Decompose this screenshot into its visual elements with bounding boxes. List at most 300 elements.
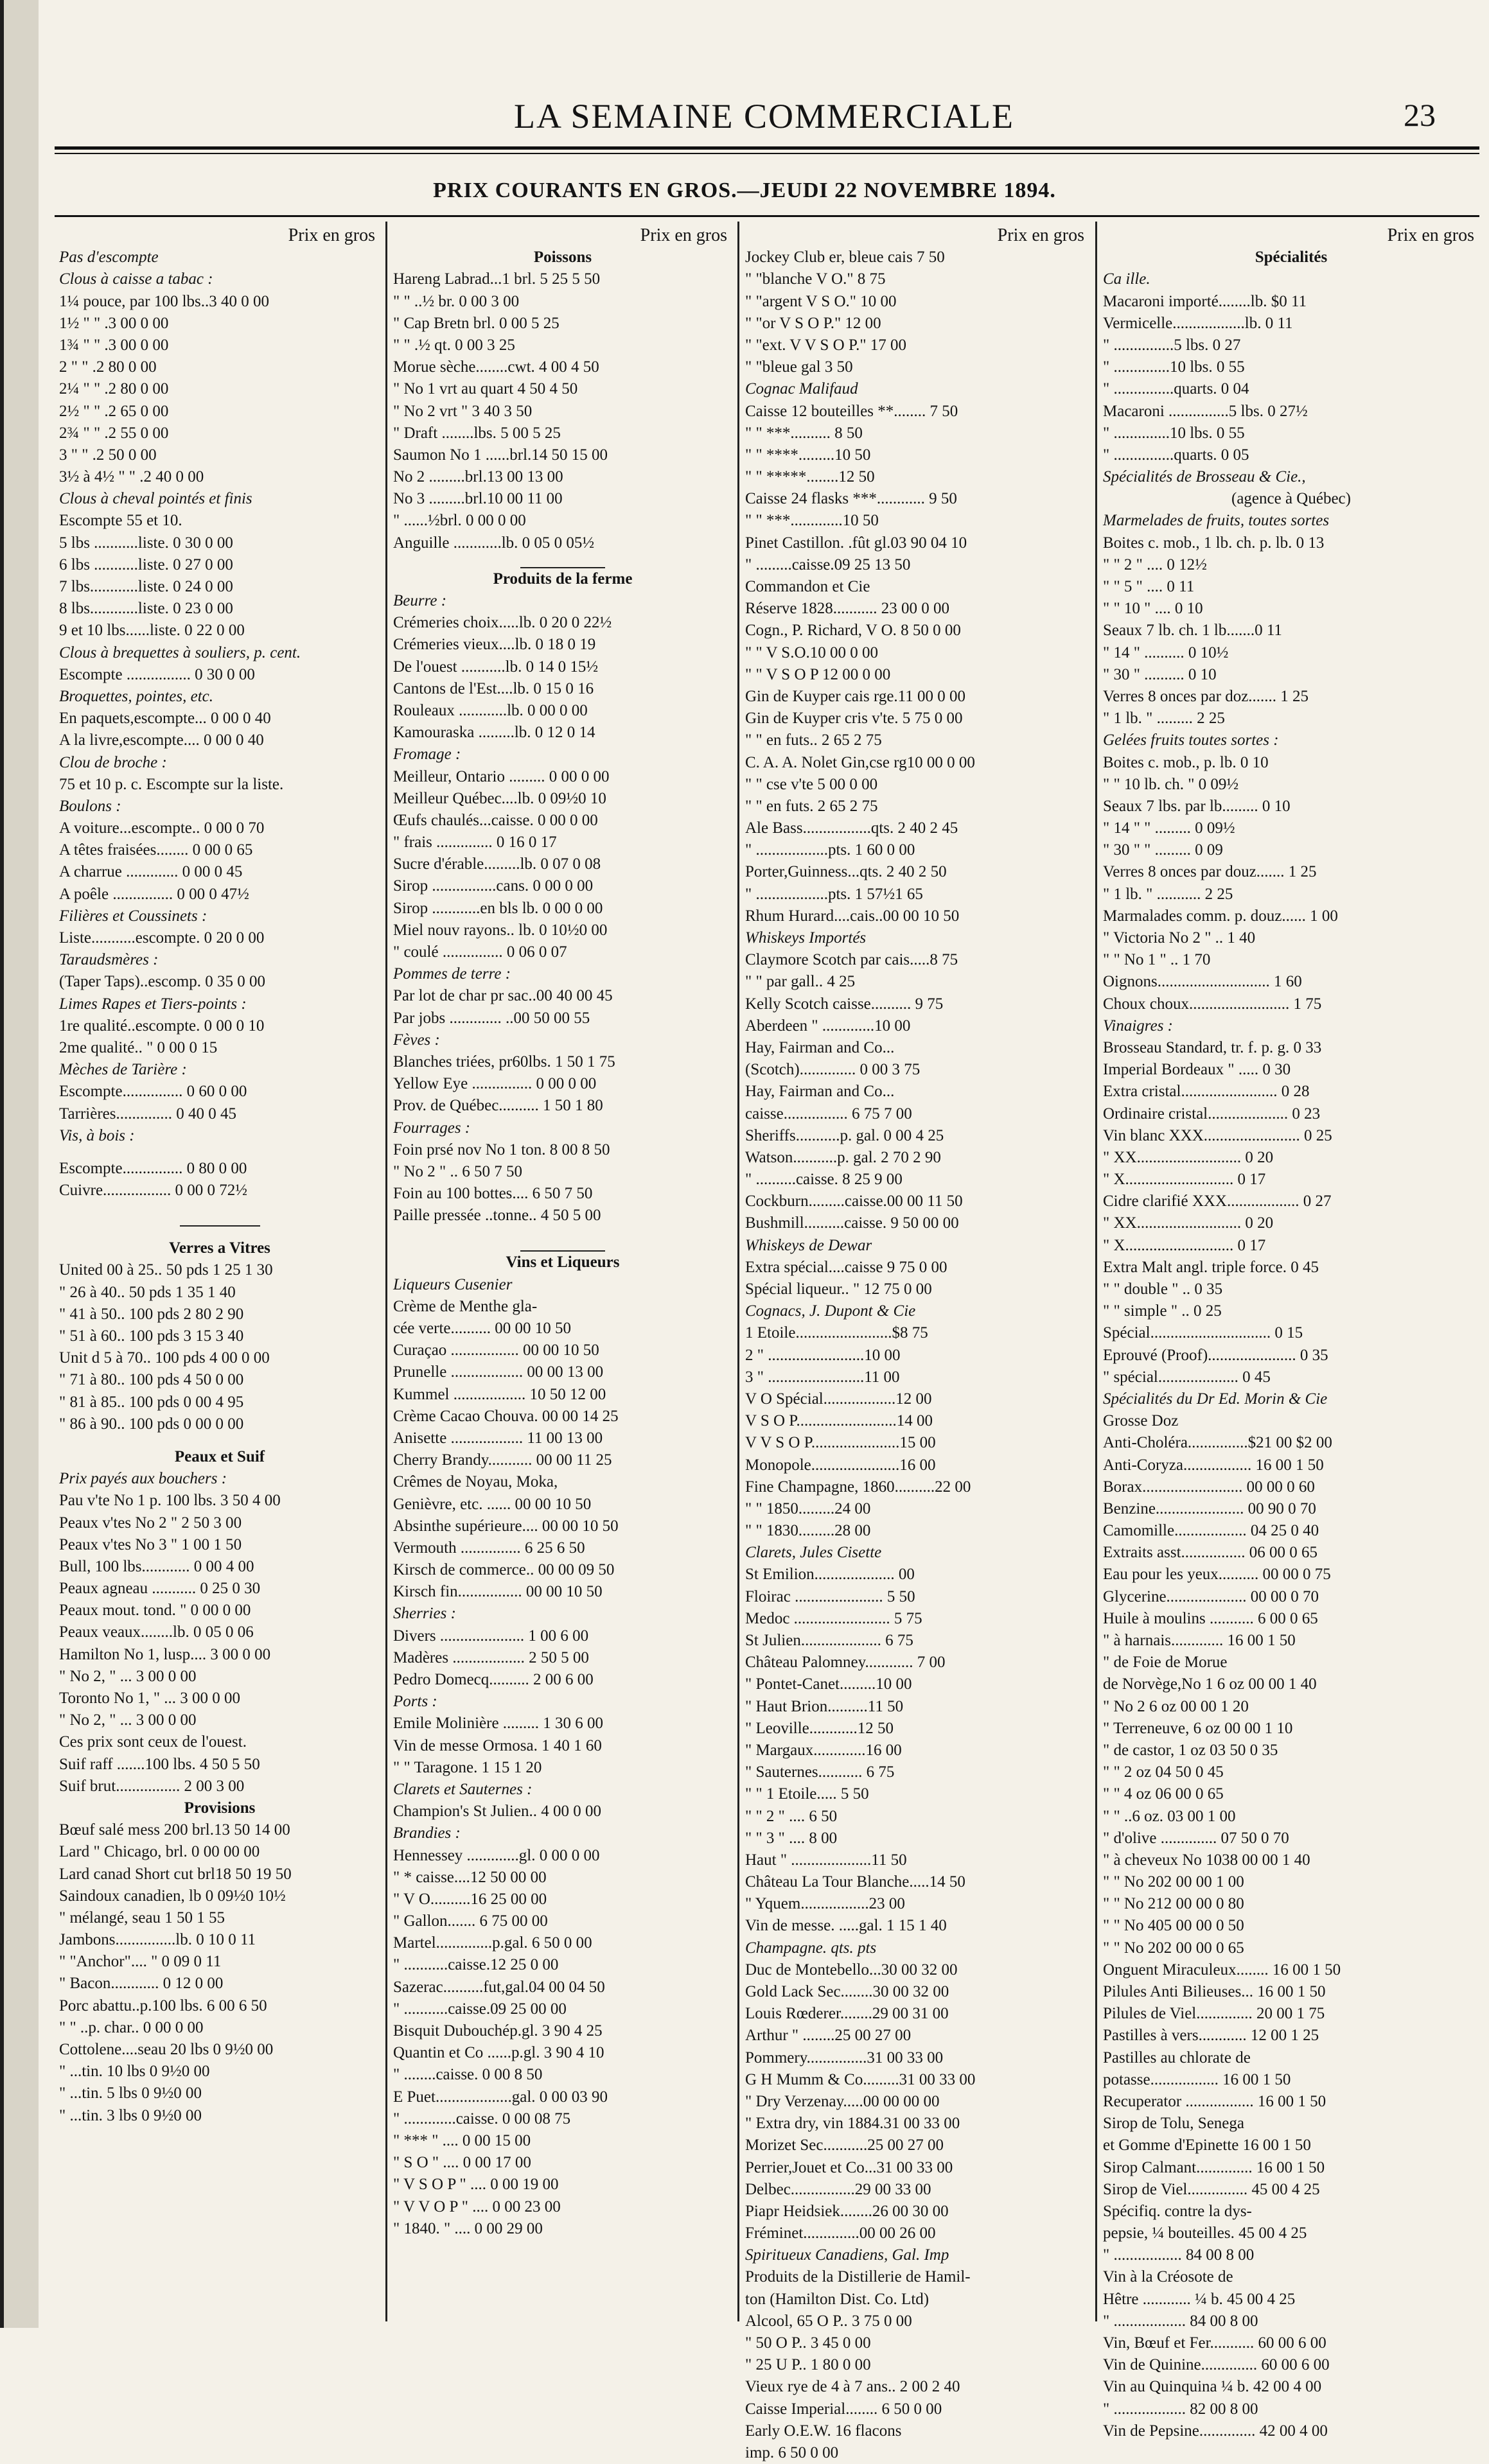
price-line: Prunelle .................. 00 00 13 00 xyxy=(393,1363,604,1381)
price-line: Anti-Coryza................. 16 00 1 50 xyxy=(1103,1456,1324,1474)
price-line: Commandon et Cie xyxy=(745,578,870,595)
price-line: " " ***.............10 50 xyxy=(745,512,879,530)
subsection-heading: Beurre : xyxy=(393,592,447,609)
subsection-heading: Ports : xyxy=(393,1693,437,1711)
price-line: " Gallon....... 6 75 00 00 xyxy=(393,1912,548,1930)
price-line: " Draft ........lbs. 5 00 5 25 xyxy=(393,424,561,442)
price-line: " " 1830.........28 00 xyxy=(745,1522,871,1540)
price-line: Kirsch fin................ 00 00 10 50 xyxy=(393,1583,603,1601)
price-line: " Yquem.................23 00 xyxy=(745,1895,905,1913)
price-line: Morizet Sec...........25 00 27 00 xyxy=(745,2136,944,2154)
price-line: " " ..½ br. 0 00 3 00 xyxy=(393,292,520,310)
price-line: Pilules Anti Bilieuses... 16 00 1 50 xyxy=(1103,1983,1326,2000)
subsection-heading: Fourrages : xyxy=(393,1119,471,1137)
price-line: Genièvre, etc. ...... 00 00 10 50 xyxy=(393,1495,592,1513)
price-line: " S O " .... 0 00 17 00 xyxy=(393,2154,531,2172)
price-line: 2 " ........................10 00 xyxy=(745,1346,901,1364)
price-line: A poêle ............... 0 00 0 47½ xyxy=(59,885,249,903)
price-line: Saumon No 1 ......brl.14 50 15 00 xyxy=(393,446,608,464)
price-line: " No 2, " ... 3 00 0 00 xyxy=(59,1711,197,1729)
price-line: " " ****.........10 50 xyxy=(745,446,871,464)
divider xyxy=(59,1147,380,1158)
price-line: de Norvège,No 1 6 oz 00 00 1 40 xyxy=(1103,1675,1317,1693)
price-line: Peaux v'tes No 2 " 2 50 3 00 xyxy=(59,1514,242,1532)
price-line: Emile Molinière ......... 1 30 6 00 xyxy=(393,1715,604,1733)
price-line: Anguille ............lb. 0 05 0 05½ xyxy=(393,534,595,552)
price-line: " Terreneuve, 6 oz 00 00 1 10 xyxy=(1103,1719,1293,1737)
price-line: Escompte............... 0 60 0 00 xyxy=(59,1083,247,1101)
price-line: Sirop ................cans. 0 00 0 00 xyxy=(393,877,594,895)
price-line: Château Palomney............ 7 00 xyxy=(745,1654,946,1672)
price-line: Escompte............... 0 80 0 00 xyxy=(59,1159,247,1177)
subsection-heading: Prix payés aux bouchers : xyxy=(59,1470,227,1488)
price-line: Eprouvé (Proof)...................... 0 35 xyxy=(1103,1346,1328,1364)
price-line: " "argent V S O." 10 00 xyxy=(745,292,897,310)
price-line: Prov. de Québec.......... 1 50 1 80 xyxy=(393,1097,603,1115)
subsection-heading: Broquettes, pointes, etc. xyxy=(59,687,213,705)
price-line: Lard canad Short cut brl18 50 19 50 xyxy=(59,1865,292,1883)
price-line: " V O..........16 25 00 00 xyxy=(393,1890,547,1908)
price-line: Pilules de Viel.............. 20 00 1 75 xyxy=(1103,2005,1325,2023)
price-line: Kummel .................. 10 50 12 00 xyxy=(393,1385,606,1403)
price-line: 1¾ " " .3 00 0 00 xyxy=(59,336,169,354)
price-line: " " en futs. 2 65 2 75 xyxy=(745,797,878,815)
section-heading: Spécialités xyxy=(1255,249,1328,266)
subsection-heading: Pas d'escompte xyxy=(59,249,159,266)
divider xyxy=(393,1227,732,1237)
price-line: Spécial.............................. 0 15 xyxy=(1103,1324,1303,1342)
price-line: 5 lbs ...........liste. 0 30 0 00 xyxy=(59,534,233,552)
price-line: 3½ à 4½ " " .2 40 0 00 xyxy=(59,468,204,486)
price-line: Vin, Bœuf et Fer........... 60 00 6 00 xyxy=(1103,2334,1326,2352)
price-line: A voiture...escompte.. 0 00 0 70 xyxy=(59,819,265,837)
price-line: Hay, Fairman and Co... xyxy=(745,1038,895,1056)
price-line: Vin à la Créosote de xyxy=(1103,2268,1233,2286)
subhead-rule xyxy=(55,215,1479,217)
price-line: Meilleur Québec....lb. 0 09½0 10 xyxy=(393,789,606,807)
price-line: " .................. 82 00 8 00 xyxy=(1103,2400,1258,2418)
price-line: " " 10 lb. ch. " 0 09½ xyxy=(1103,775,1239,793)
price-line: Bull, 100 lbs............ 0 00 4 00 xyxy=(59,1557,254,1575)
price-line: " Victoria No 2 " .. 1 40 xyxy=(1103,929,1256,947)
divider xyxy=(180,1212,260,1227)
price-line: et Gomme d'Epinette 16 00 1 50 xyxy=(1103,2136,1311,2154)
subsection-heading: Filières et Coussinets : xyxy=(59,907,207,925)
price-line: " ..........caisse. 8 25 9 00 xyxy=(745,1171,903,1189)
price-line: " " 1850.........24 00 xyxy=(745,1499,871,1517)
price-line: imp. 6 50 0 00 xyxy=(745,2443,839,2461)
price-line: " 51 à 60.. 100 pds 3 15 3 40 xyxy=(59,1327,244,1345)
price-line: " .............caisse. 0 00 08 75 xyxy=(393,2110,571,2128)
price-line: Boites c. mob., 1 lb. ch. p. lb. 0 13 xyxy=(1103,534,1325,552)
price-line: Ces prix sont ceux de l'ouest. xyxy=(59,1733,247,1751)
column-price-header: Prix en gros xyxy=(997,225,1084,245)
price-line: " " 4 oz 06 00 0 65 xyxy=(1103,1785,1224,1803)
price-line: Piapr Heidsiek........26 00 30 00 xyxy=(745,2202,949,2220)
price-line: " ..............10 lbs. 0 55 xyxy=(1103,424,1245,442)
price-line: Crème Cacao Chouva. 00 00 14 25 xyxy=(393,1407,619,1425)
price-line: " " cse v'te 5 00 0 00 xyxy=(745,775,878,793)
price-line: Hareng Labrad...1 brl. 5 25 5 50 xyxy=(393,270,601,288)
price-line: " "Anchor".... " 0 09 0 11 xyxy=(59,1953,222,1971)
section-heading: Vins et Liqueurs xyxy=(506,1254,620,1271)
price-line: Cogn., P. Richard, V O. 8 50 0 00 xyxy=(745,622,961,640)
price-line: Tarrières.............. 0 40 0 45 xyxy=(59,1105,236,1123)
price-line: " ...........caisse.09 25 00 00 xyxy=(393,2000,567,2018)
subsection-heading: Brandies : xyxy=(393,1824,461,1842)
price-line: Peaux mout. tond. " 0 00 0 00 xyxy=(59,1602,251,1620)
price-line: Vieux rye de 4 à 7 ans.. 2 00 2 40 xyxy=(745,2378,960,2396)
price-line: " " 2 oz 04 50 0 45 xyxy=(1103,1763,1224,1781)
price-line: Ale Bass.................qts. 2 40 2 45 xyxy=(745,819,958,837)
price-line: " " No 405 00 00 0 50 xyxy=(1103,1917,1244,1935)
price-line: No 2 .........brl.13 00 13 00 xyxy=(393,468,563,486)
price-line: " V V O P " .... 0 00 23 00 xyxy=(393,2198,561,2215)
price-column-1 xyxy=(59,225,380,2318)
price-line: Bœuf salé mess 200 brl.13 50 14 00 xyxy=(59,1821,290,1839)
price-line: 1 Etoile........................$8 75 xyxy=(745,1324,928,1342)
price-line: " ...tin. 3 lbs 0 9½0 00 xyxy=(59,2106,202,2124)
price-line: Spécial liqueur.. " 12 75 0 00 xyxy=(745,1280,932,1298)
price-line: V O Spécial..................12 00 xyxy=(745,1390,932,1408)
price-line: " 1 lb. " ......... 2 25 xyxy=(1103,710,1225,728)
price-line: " X........................... 0 17 xyxy=(1103,1236,1266,1254)
price-line: 2¾ " " .2 55 0 00 xyxy=(59,424,169,442)
price-line: " à harnais............. 16 00 1 50 xyxy=(1103,1632,1296,1649)
price-line: 1½ " " .3 00 0 00 xyxy=(59,314,169,332)
subsection-heading: Sherries : xyxy=(393,1605,456,1623)
top-rule xyxy=(55,146,1479,150)
price-line: Suif raff .......100 lbs. 4 50 5 50 xyxy=(59,1755,260,1773)
column-price-header: Prix en gros xyxy=(1387,225,1474,245)
subsection-heading: Pommes de terre : xyxy=(393,965,511,983)
price-line: " V S O P " .... 0 00 19 00 xyxy=(393,2176,559,2194)
subsection-heading: Clou de broche : xyxy=(59,753,167,771)
price-line: " "or V S O P." 12 00 xyxy=(745,314,881,332)
subsection-heading: Champagne. qts. pts xyxy=(745,1939,877,1957)
price-line: Morue sèche........cwt. 4 00 4 50 xyxy=(393,358,599,376)
subsection-heading: Liqueurs Cusenier xyxy=(393,1275,513,1293)
price-line: Onguent Miraculeux........ 16 00 1 50 xyxy=(1103,1961,1341,1979)
price-line: " No 2 6 oz 00 00 1 20 xyxy=(1103,1697,1249,1715)
price-line: Fine Champagne, 1860..........22 00 xyxy=(745,1478,971,1496)
price-line: C. A. A. Nolet Gin,cse rg10 00 0 00 xyxy=(745,753,975,771)
subsection-heading: Spécialités du Dr Ed. Morin & Cie xyxy=(1103,1390,1328,1408)
price-line: Œufs chaulés...caisse. 0 00 0 00 xyxy=(393,811,598,829)
price-line: " mélangé, seau 1 50 1 55 xyxy=(59,1909,225,1927)
price-line: (Taper Taps)..escomp. 0 35 0 00 xyxy=(59,973,265,991)
price-line: Escompte ................ 0 30 0 00 xyxy=(59,665,255,683)
subsection-heading: Spiritueux Canadiens, Gal. Imp xyxy=(745,2246,949,2264)
price-line: Choux choux......................... 1 75 xyxy=(1103,995,1322,1013)
subsection-heading: Taraudsmères : xyxy=(59,951,159,969)
price-line: Sirop de Viel............... 45 00 4 25 xyxy=(1103,2180,1320,2198)
price-line: " " double " .. 0 35 xyxy=(1103,1280,1223,1298)
price-line: Arthur " ........25 00 27 00 xyxy=(745,2027,912,2045)
price-line: Peaux agneau ........... 0 25 0 30 xyxy=(59,1580,261,1598)
price-line: " ...............quarts. 0 04 xyxy=(1103,380,1249,398)
price-line: Sirop ............en bls lb. 0 00 0 00 xyxy=(393,899,603,917)
price-line: Fréminet..............00 00 26 00 xyxy=(745,2224,936,2242)
price-line: Pastilles à vers............ 12 00 1 25 xyxy=(1103,2027,1319,2045)
subsection-heading: Clarets et Sauternes : xyxy=(393,1780,533,1798)
price-line: Recuperator ................. 16 00 1 50 xyxy=(1103,2092,1326,2110)
price-line: " ........caisse. 0 00 8 50 xyxy=(393,2066,543,2084)
price-line: Macaroni ...............5 lbs. 0 27½ xyxy=(1103,402,1308,420)
price-line: Château La Tour Blanche.....14 50 xyxy=(745,1873,965,1891)
price-line: " 30 " .......... 0 10 xyxy=(1103,665,1217,683)
price-line: 1re qualité..escompte. 0 00 0 10 xyxy=(59,1017,265,1035)
subsection-heading: Boulons : xyxy=(59,797,121,815)
price-line: Madères .................. 2 50 5 00 xyxy=(393,1648,589,1666)
price-line: 2me qualité.. " 0 00 0 15 xyxy=(59,1038,218,1056)
price-line: 6 lbs ...........liste. 0 27 0 00 xyxy=(59,555,233,573)
price-line: " XX.......................... 0 20 xyxy=(1103,1148,1274,1166)
column-price-header: Prix en gros xyxy=(288,225,375,245)
subsection-heading: Clarets, Jules Cisette xyxy=(745,1544,882,1562)
price-line: Extra cristal........................ 0 28 xyxy=(1103,1083,1310,1101)
price-line: " 30 " " ......... 0 09 xyxy=(1103,841,1223,859)
price-line: A charrue ............. 0 00 0 45 xyxy=(59,863,243,881)
price-line: Lard " Chicago, brl. 0 00 00 00 xyxy=(59,1843,260,1861)
price-line: Anti-Choléra...............$21 00 $2 00 xyxy=(1103,1434,1332,1452)
price-line: Sucre d'érable.........lb. 0 07 0 08 xyxy=(393,855,601,873)
price-line: " 71 à 80.. 100 pds 4 50 0 00 xyxy=(59,1371,244,1389)
subsection-heading: Whiskeys Importés xyxy=(745,929,867,947)
price-line: " Bacon............ 0 12 0 00 xyxy=(59,1975,224,1993)
divider xyxy=(59,1201,380,1212)
price-line: Verres 8 onces par douz....... 1 25 xyxy=(1103,863,1317,881)
price-line: Kelly Scotch caisse.......... 9 75 xyxy=(745,995,944,1013)
price-line: Eau pour les yeux.......... 00 00 0 75 xyxy=(1103,1566,1331,1584)
price-line: Louis Rœderer........29 00 31 00 xyxy=(745,2005,949,2023)
price-line: Peaux v'tes No 3 " 1 00 1 50 xyxy=(59,1535,242,1553)
price-line: Kirsch de commerce.. 00 00 09 50 xyxy=(393,1561,615,1579)
price-line: cée verte.......... 00 00 10 50 xyxy=(393,1320,572,1337)
price-line: V S O P.........................14 00 xyxy=(745,1412,933,1430)
price-line: " Sauternes........... 6 75 xyxy=(745,1763,895,1781)
price-line: " *** " .... 0 00 15 00 xyxy=(393,2131,531,2149)
price-line: " ...........caisse.12 25 0 00 xyxy=(393,1956,559,1974)
price-line: E Puet...................gal. 0 00 03 90 xyxy=(393,2088,608,2106)
price-line: En paquets,escompte... 0 00 0 40 xyxy=(59,710,271,728)
price-column-2 xyxy=(393,225,732,2318)
price-line: Vin de Pepsine.............. 42 00 4 00 xyxy=(1103,2422,1328,2440)
price-line: Produits de la Distillerie de Hamil- xyxy=(745,2268,971,2286)
price-line: Rhum Hurard....cais..00 00 10 50 xyxy=(745,907,960,925)
price-line: 75 et 10 p. c. Escompte sur la liste. xyxy=(59,775,284,793)
price-line: " "ext. V V S O P." 17 00 xyxy=(745,336,907,354)
price-line: " No 2 " .. 6 50 7 50 xyxy=(393,1162,522,1180)
price-line: Caisse Imperial........ 6 50 0 00 xyxy=(745,2400,942,2418)
price-line: " 14 " .......... 0 10½ xyxy=(1103,643,1229,661)
price-line: " ...............5 lbs. 0 27 xyxy=(1103,336,1241,354)
price-line: Rouleaux ............lb. 0 00 0 00 xyxy=(393,701,588,719)
price-line: Marmalades comm. p. douz...... 1 00 xyxy=(1103,907,1338,925)
column-divider xyxy=(1095,222,1097,2321)
price-line: " " V S.O.10 00 0 00 xyxy=(745,643,879,661)
price-line: Extra spécial....caisse 9 75 0 00 xyxy=(745,1258,947,1276)
price-line: " ...tin. 5 lbs 0 9½0 00 xyxy=(59,2084,202,2102)
price-line: " No 2 vrt " 3 40 3 50 xyxy=(393,402,533,420)
price-line: " ................. 84 00 8 00 xyxy=(1103,2246,1255,2264)
subsection-heading: Clous à brequettes à souliers, p. cent. xyxy=(59,643,301,661)
price-line: Caisse 24 flasks ***............ 9 50 xyxy=(745,490,957,508)
price-line: 3 " " .2 50 0 00 xyxy=(59,446,157,464)
price-line: Suif brut................ 2 00 3 00 xyxy=(59,1777,245,1795)
price-line: " "blanche V O." 8 75 xyxy=(745,270,886,288)
price-line: Vin de messe Ormosa. 1 40 1 60 xyxy=(393,1736,602,1754)
price-line: Yellow Eye ............... 0 00 0 00 xyxy=(393,1075,597,1093)
price-line: " " 2 " .... 0 12½ xyxy=(1103,555,1207,573)
price-line: Monopole......................16 00 xyxy=(745,1456,936,1474)
price-line: Extraits asst................ 06 00 0 65 xyxy=(1103,1544,1318,1562)
price-line: " 1840. " .... 0 00 29 00 xyxy=(393,2219,543,2237)
price-line: " " *****........12 50 xyxy=(745,468,875,486)
price-line: Gold Lack Sec........30 00 32 00 xyxy=(745,1983,949,2000)
price-line: Extra Malt angl. triple force. 0 45 xyxy=(1103,1258,1319,1276)
price-line: " de Foie de Morue xyxy=(1103,1654,1228,1672)
price-line: Meilleur, Ontario ......... 0 00 0 00 xyxy=(393,767,610,785)
price-line: Verres 8 onces par doz....... 1 25 xyxy=(1103,687,1309,705)
price-line: Floirac ...................... 5 50 xyxy=(745,1587,915,1605)
price-line: " ...tin. 10 lbs 0 9½0 00 xyxy=(59,2063,210,2081)
price-line: Vin blanc XXX........................ 0 25 xyxy=(1103,1126,1332,1144)
price-line: " " .½ qt. 0 00 3 25 xyxy=(393,336,515,354)
price-line: " XX.......................... 0 20 xyxy=(1103,1214,1274,1232)
price-line: " .................. 84 00 8 00 xyxy=(1103,2312,1258,2330)
price-line: Cockburn.........caisse.00 00 11 50 xyxy=(745,1193,963,1210)
price-line: Blanches triées, pr60lbs. 1 50 1 75 xyxy=(393,1053,615,1070)
price-line: Delbec................29 00 33 00 xyxy=(745,2180,931,2198)
price-line: " spécial.................... 0 45 xyxy=(1103,1368,1271,1386)
price-line: Pau v'te No 1 p. 100 lbs. 3 50 4 00 xyxy=(59,1492,281,1510)
price-line: 8 lbs............liste. 0 23 0 00 xyxy=(59,600,233,618)
price-column-3 xyxy=(745,225,1089,2461)
section-heading: Verres a Vitres xyxy=(169,1239,270,1257)
price-line: " Extra dry, vin 1884.31 00 33 00 xyxy=(745,2115,960,2133)
price-line: Grosse Doz xyxy=(1103,1412,1179,1430)
price-line: " de castor, 1 oz 03 50 0 35 xyxy=(1103,1741,1278,1759)
subsection-heading: Vis, à bois : xyxy=(59,1126,135,1144)
price-line: Quantin et Co ......p.gl. 3 90 4 10 xyxy=(393,2044,604,2062)
price-line: Vermouth ............... 6 25 6 50 xyxy=(393,1539,585,1557)
price-line: Champion's St Julien.. 4 00 0 00 xyxy=(393,1803,601,1821)
price-line: " " 5 " .... 0 11 xyxy=(1103,578,1195,595)
price-line: Spécifiq. contre la dys- xyxy=(1103,2202,1252,2220)
price-line: Early O.E.W. 16 flacons xyxy=(745,2422,902,2440)
price-line: Caisse 12 bouteilles **........ 7 50 xyxy=(745,402,958,420)
price-line: Ordinaire cristal.................... 0 23 xyxy=(1103,1105,1321,1123)
subsection-heading: Mèches de Tarière : xyxy=(59,1061,187,1079)
price-line: " " Taragone. 1 15 1 20 xyxy=(393,1758,542,1776)
price-line: " ..................pts. 1 57½1 65 xyxy=(745,885,923,903)
price-line: 9 et 10 lbs......liste. 0 22 0 00 xyxy=(59,622,245,640)
price-line: Miel nouv rayons.. lb. 0 10½0 00 xyxy=(393,921,608,939)
price-line: Réserve 1828........... 23 00 0 00 xyxy=(745,600,950,618)
divider xyxy=(520,1237,605,1252)
price-line: Sazerac..........fut,gal.04 00 04 50 xyxy=(393,1978,605,1996)
price-line: Foin prsé nov No 1 ton. 8 00 8 50 xyxy=(393,1140,610,1158)
price-line: (agence à Québec) xyxy=(1231,490,1351,508)
price-line: Pastilles au chlorate de xyxy=(1103,2049,1251,2066)
price-line: Pedro Domecq.......... 2 00 6 00 xyxy=(393,1671,594,1688)
price-line: Cantons de l'Est....lb. 0 15 0 16 xyxy=(393,679,594,697)
price-line: Par jobs ............. ..00 50 00 55 xyxy=(393,1009,590,1027)
price-line: " " V S O P 12 00 0 00 xyxy=(745,665,891,683)
price-line: " Cap Bretn brl. 0 00 5 25 xyxy=(393,314,559,332)
price-line: " " ..p. char.. 0 00 0 00 xyxy=(59,2018,204,2036)
price-line: " 14 " " ......... 0 09½ xyxy=(1103,819,1235,837)
price-line: Toronto No 1, " ... 3 00 0 00 xyxy=(59,1690,241,1707)
price-line: Oignons............................ 1 60 xyxy=(1103,973,1302,991)
price-line: Borax......................... 00 00 0 60 xyxy=(1103,1478,1315,1496)
price-list-subheading: PRIX COURANTS EN GROS.—JEUDI 22 NOVEMBRE 1894. xyxy=(433,179,1056,202)
price-line: De l'ouest ...........lb. 0 14 0 15½ xyxy=(393,658,599,676)
price-line: " " 3 " .... 8 00 xyxy=(745,1829,838,1847)
price-line: " X........................... 0 17 xyxy=(1103,1171,1266,1189)
price-line: Porter,Guinness...qts. 2 40 2 50 xyxy=(745,863,947,881)
price-line: Brosseau Standard, tr. f. p. g. 0 33 xyxy=(1103,1038,1322,1056)
price-line: Vin de Quinine.............. 60 00 6 00 xyxy=(1103,2356,1330,2374)
price-line: Porc abattu..p.100 lbs. 6 00 6 50 xyxy=(59,1997,267,2014)
price-line: Watson...........p. gal. 2 70 2 90 xyxy=(745,1148,941,1166)
price-line: Anisette .................. 11 00 13 00 xyxy=(393,1429,603,1447)
price-line: " "bleue gal 3 50 xyxy=(745,358,853,376)
price-line: A têtes fraisées........ 0 00 0 65 xyxy=(59,841,253,859)
price-line: Crémeries choix.....lb. 0 20 0 22½ xyxy=(393,614,612,632)
price-line: Saindoux canadien, lb 0 09½0 10½ xyxy=(59,1887,286,1905)
column-price-header: Prix en gros xyxy=(640,225,727,245)
price-line: G H Mumm & Co.........31 00 33 00 xyxy=(745,2070,976,2088)
price-line: " 86 à 90.. 100 pds 0 00 0 00 xyxy=(59,1415,244,1433)
price-line: Divers ..................... 1 00 6 00 xyxy=(393,1627,589,1645)
price-line: Sirop Calmant.............. 16 00 1 50 xyxy=(1103,2158,1325,2176)
subsection-heading: Clous à cheval pointés et finis xyxy=(59,490,252,508)
price-line: Benzine...................... 00 90 0 70 xyxy=(1103,1499,1316,1517)
binding-edge xyxy=(0,0,51,2328)
subsection-heading: Cognacs, J. Dupont & Cie xyxy=(745,1302,916,1320)
price-line: Imperial Bordeaux " ..... 0 30 xyxy=(1103,1061,1291,1079)
price-line: " " ***.......... 8 50 xyxy=(745,424,863,442)
page-title: LA SEMAINE COMMERCIALE xyxy=(514,97,1015,135)
price-line: Kamouraska .........lb. 0 12 0 14 xyxy=(393,724,595,742)
price-line: Jockey Club er, bleue cais 7 50 xyxy=(745,249,945,266)
price-line: " frais .............. 0 16 0 17 xyxy=(393,834,557,852)
price-line: " d'olive .............. 07 50 0 70 xyxy=(1103,1829,1289,1847)
price-line: " Leoville............12 50 xyxy=(745,1719,894,1737)
price-line: (Scotch).............. 0 00 3 75 xyxy=(745,1061,921,1079)
price-line: Gin de Kuyper cais rge.11 00 0 00 xyxy=(745,687,965,705)
price-line: Crème de Menthe gla- xyxy=(393,1297,538,1315)
price-line: " ......½brl. 0 00 0 00 xyxy=(393,512,526,530)
price-line: Claymore Scotch par cais.....8 75 xyxy=(745,951,958,969)
subsection-heading: Limes Rapes et Tiers-points : xyxy=(59,995,247,1013)
price-line: Hamilton No 1, lusp.... 3 00 0 00 xyxy=(59,1645,271,1663)
price-line: " " 2 " .... 6 50 xyxy=(745,1807,838,1825)
column-divider xyxy=(737,222,739,2321)
subsection-heading: Ca ille. xyxy=(1103,270,1150,288)
price-line: Cuivre................. 0 00 0 72½ xyxy=(59,1182,248,1200)
price-line: Glycerine.................... 00 00 0 70 xyxy=(1103,1587,1319,1605)
price-line: " " No 202 00 00 0 65 xyxy=(1103,1939,1244,1957)
price-line: " 81 à 85.. 100 pds 0 00 4 95 xyxy=(59,1393,244,1411)
section-heading: Produits de la ferme xyxy=(493,570,633,588)
price-line: " " No 212 00 00 0 80 xyxy=(1103,1895,1244,1913)
divider xyxy=(520,554,605,568)
price-line: Alcool, 65 O P.. 3 75 0 00 xyxy=(745,2312,912,2330)
price-line: Cherry Brandy........... 00 00 11 25 xyxy=(393,1451,612,1469)
